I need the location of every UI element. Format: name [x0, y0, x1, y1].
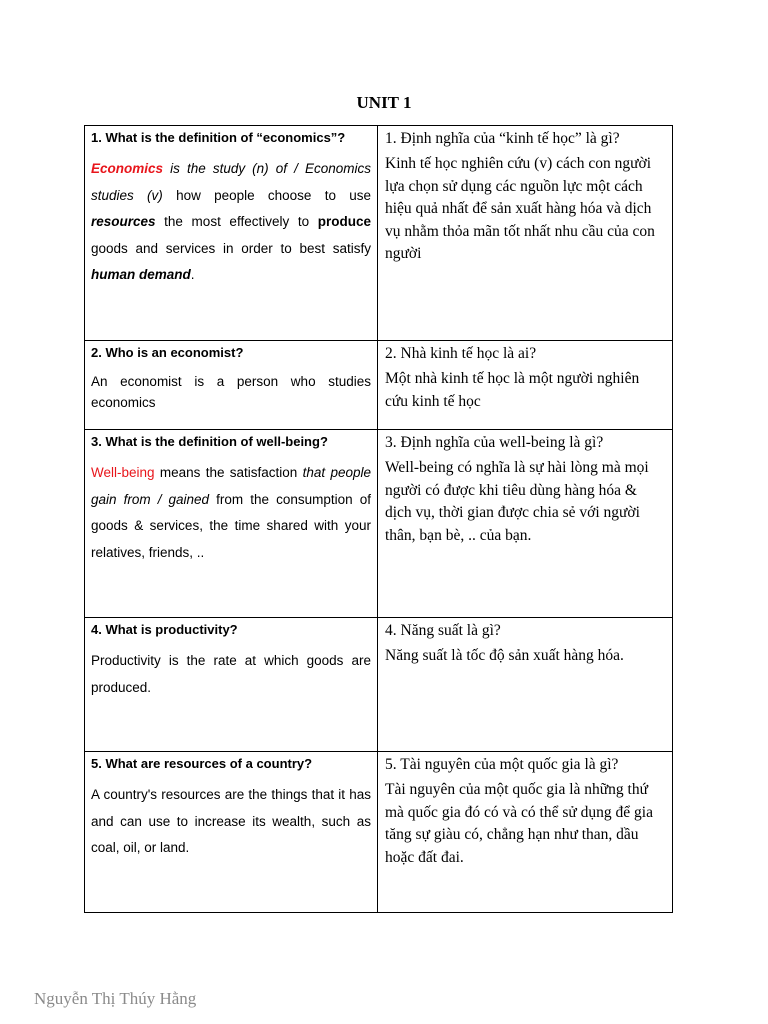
answer-text: .: [190, 267, 195, 283]
answer-vi: Năng suất là tốc độ sản xuất hàng hóa.: [385, 647, 624, 664]
answer-en: An economist is a person who studies economics: [91, 374, 371, 410]
question-vi: 4. Năng suất là gì?: [385, 622, 501, 639]
author-footer: Nguyễn Thị Thúy Hằng: [34, 989, 197, 1008]
english-cell: [85, 618, 378, 752]
answer-text: how people choose to use: [162, 187, 371, 203]
question-en: 1. What is the definition of “economics”?: [91, 130, 346, 145]
answer-en: [91, 156, 371, 289]
table-row: [85, 618, 673, 752]
answer-en: [91, 460, 371, 566]
page-title: UNIT 1: [356, 93, 412, 112]
term-highlight: Economics: [91, 161, 164, 176]
keyword: resources: [91, 214, 156, 230]
vietnamese-cell: [378, 341, 673, 430]
keyword: produce: [317, 214, 371, 230]
answer-text: from the consumption of goods & services, the time shared with your relatives, friends, ..: [91, 491, 371, 560]
term-highlight: Well-being: [91, 465, 155, 480]
english-cell: [85, 430, 378, 618]
question-vi: 3. Định nghĩa của well-being là gì?: [385, 434, 604, 451]
english-cell: [85, 341, 378, 430]
answer-text: means the satisfaction: [154, 465, 303, 480]
question-en: 2. Who is an economist?: [91, 345, 244, 360]
answer-en: A country's resources are the things that it has and can use to increase its wealth, such as coal, oil, or land.: [91, 787, 371, 856]
english-cell: [85, 752, 378, 913]
question-vi: 5. Tài nguyên của một quốc gia là gì?: [385, 756, 619, 773]
question-en: 3. What is the definition of well-being?: [91, 434, 328, 449]
answer-text: is the study (n) of / Economics studies (v): [91, 161, 371, 203]
question-vi: 2. Nhà kinh tế học là ai?: [385, 345, 537, 362]
answer-text: the most effectively to: [155, 214, 318, 230]
question-en: 5. What are resources of a country?: [91, 756, 313, 771]
table-row: [85, 752, 673, 913]
english-cell: [85, 126, 378, 341]
qa-table: [84, 125, 673, 913]
answer-vi: Kinh tế học nghiên cứu (v) cách con người lựa chọn sử dụng các nguồn lực một cách hiệu quả nhất để sản xuất hàng hóa và dịch vụ nhằm thỏa mãn tốt nhất nhu cầu của con người: [385, 155, 655, 263]
question-en: 4. What is productivity?: [91, 622, 238, 637]
vietnamese-cell: [378, 430, 673, 618]
keyword: human demand: [91, 267, 191, 283]
answer-vi: Well-being có nghĩa là sự hài lòng mà mọi người có được khi tiêu dùng hàng hóa & dịch vụ, thời gian được chia sẻ với người thân, bạn bè, .. của bạn.: [385, 459, 649, 544]
table-row: [85, 430, 673, 618]
table-row: [85, 341, 673, 430]
answer-text: goods and services in order to best satisfy: [91, 240, 371, 256]
question-vi: 1. Định nghĩa của “kinh tế học” là gì?: [385, 130, 620, 147]
answer-vi: Tài nguyên của một quốc gia là những thứ mà quốc gia đó có và có thể sử dụng để gia tăng sự giàu có, chẳng hạn như than, dầu hoặc đất đai.: [385, 781, 653, 866]
vietnamese-cell: [378, 752, 673, 913]
answer-text: that people gain from / gained: [91, 465, 371, 507]
answer-en: Productivity is the rate at which goods are produced.: [91, 653, 371, 695]
table-row: [85, 126, 673, 341]
answer-vi: Một nhà kinh tế học là một người nghiên cứu kinh tế học: [385, 370, 640, 410]
vietnamese-cell: [378, 126, 673, 341]
vietnamese-cell: [378, 618, 673, 752]
